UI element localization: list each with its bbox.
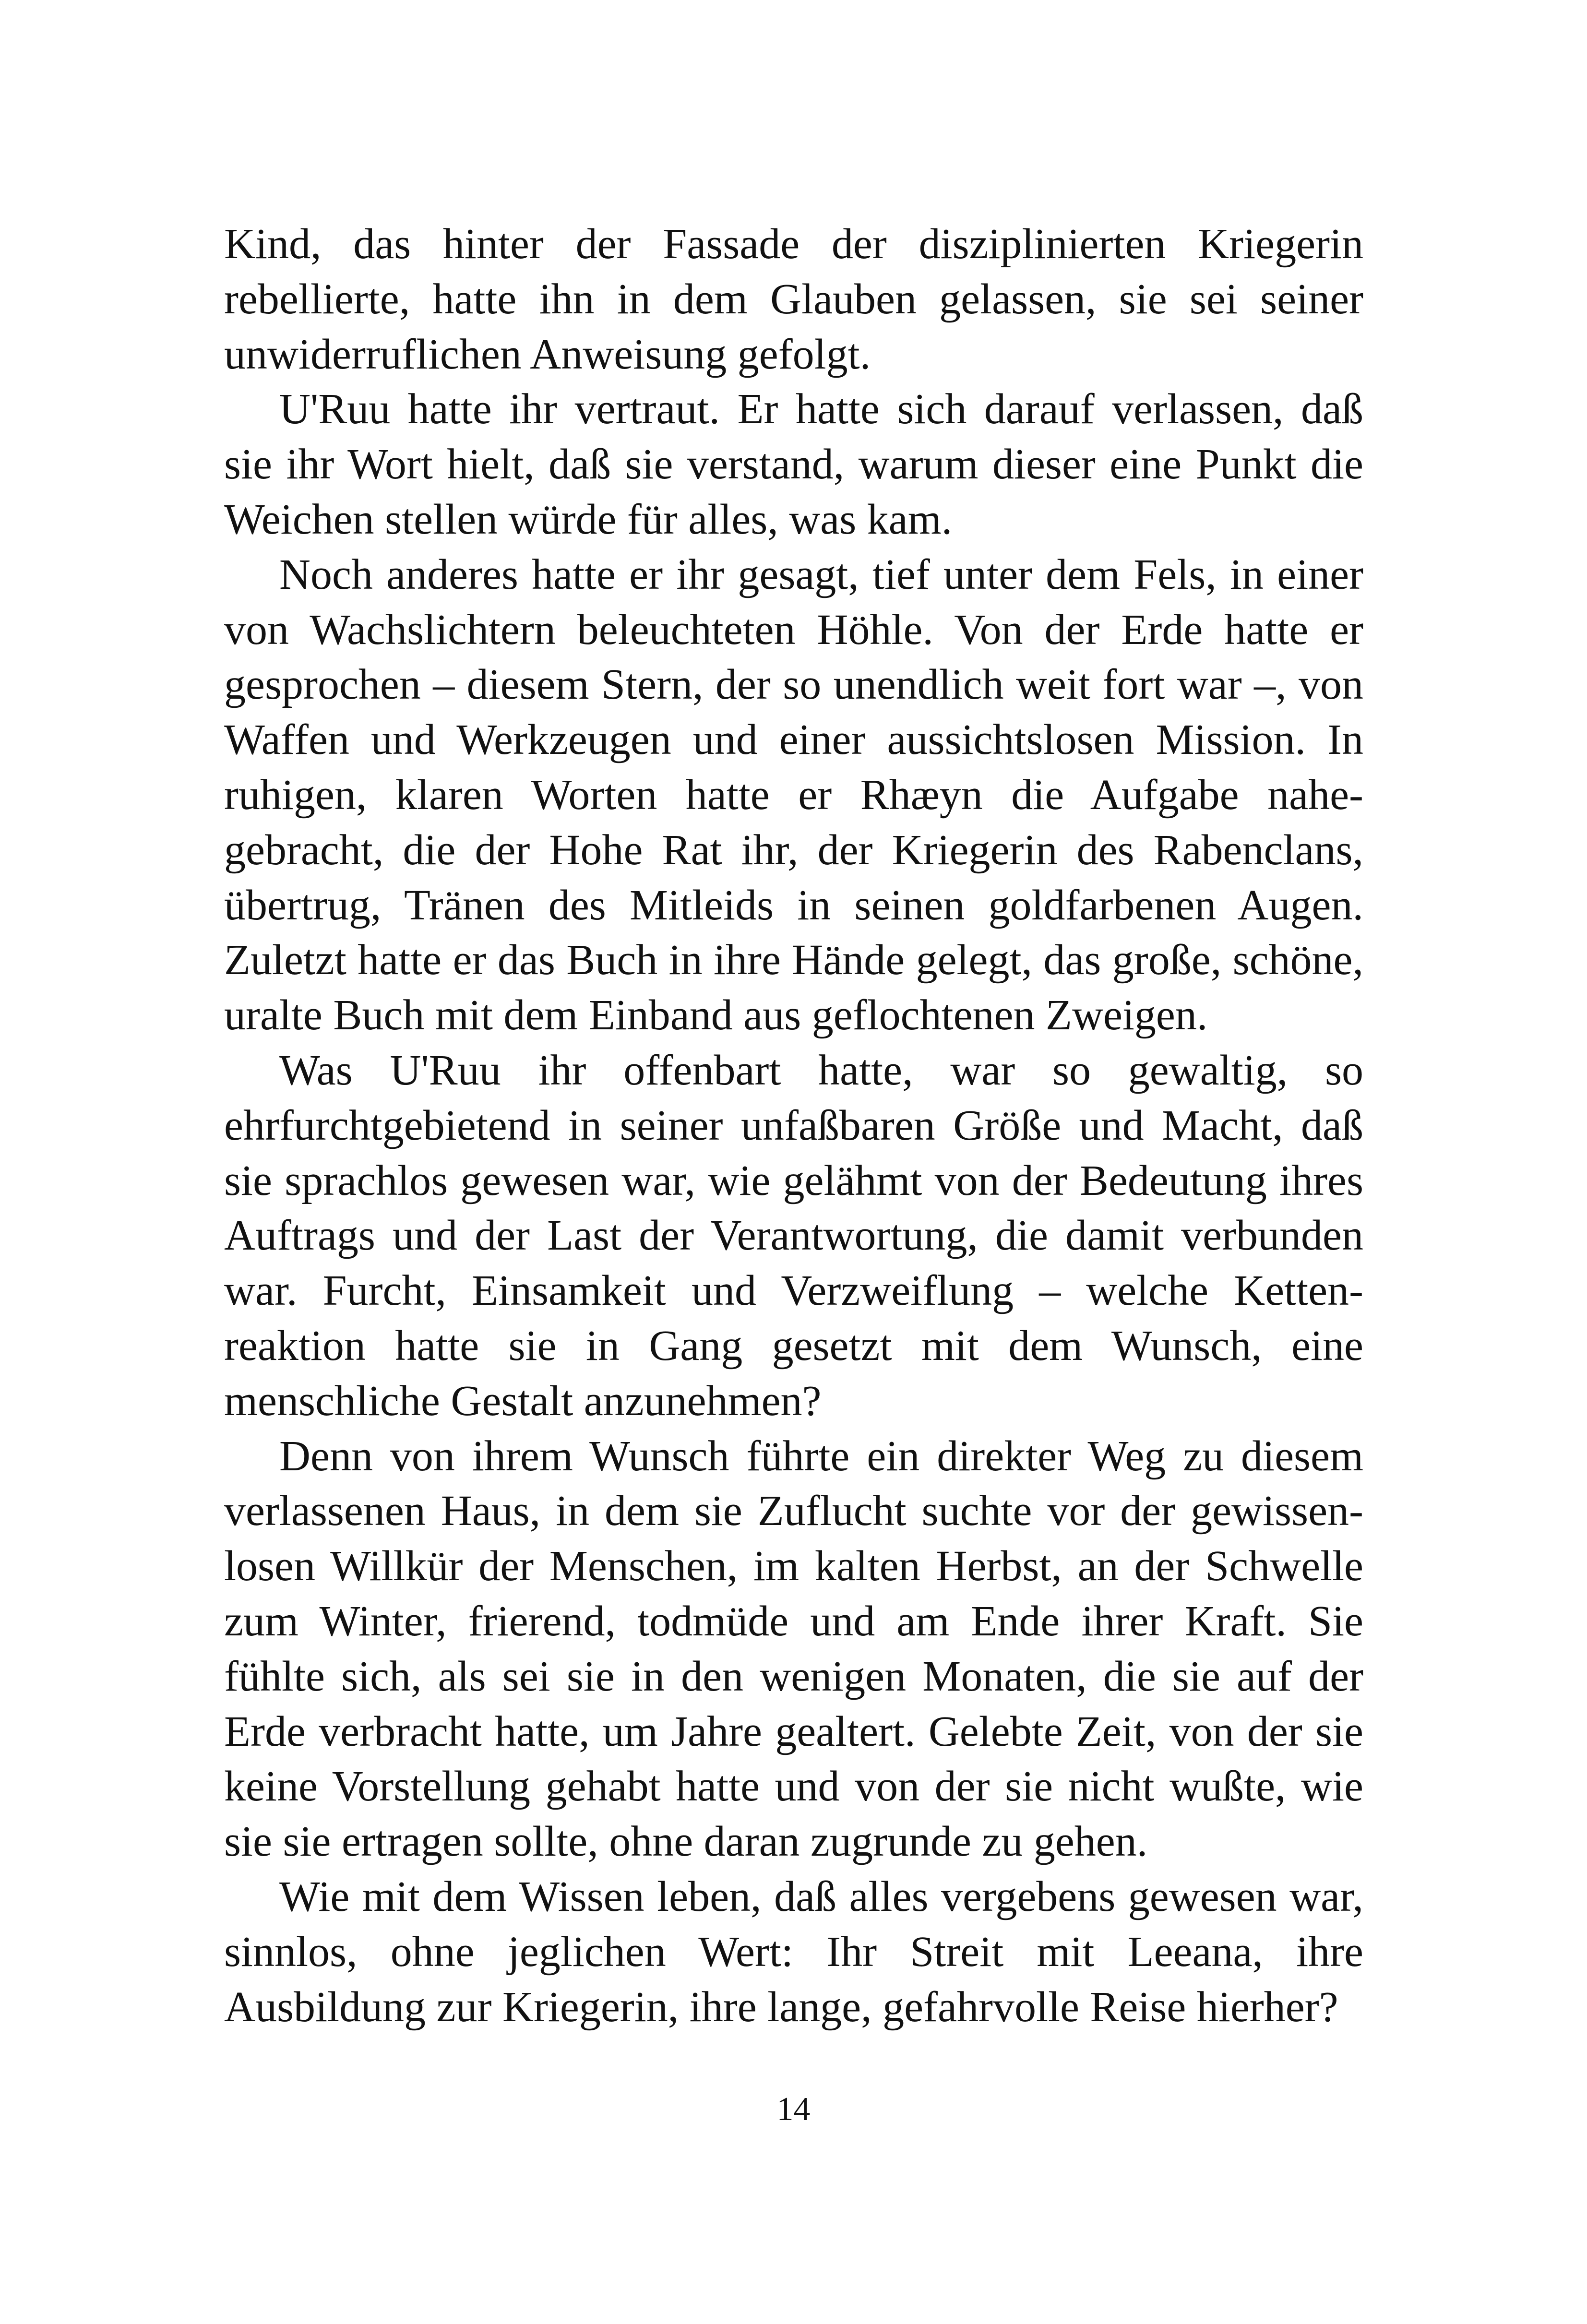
text-line: gesprochen – diesem Stern, der so unendlich weit fort war –, von xyxy=(224,661,1363,709)
text-line: uralte Buch mit dem Einband aus geflochtenen Zweigen. xyxy=(224,991,1208,1039)
text-line: Zuletzt hatte er das Buch in ihre Hände gelegt, das große, schöne, xyxy=(224,936,1363,984)
text-line: Ausbildung zur Kriegerin, ihre lange, gefahrvolle Reise hierher? xyxy=(224,1983,1338,2031)
text-line: von Wachslichtern beleuchteten Höhle. Von der Erde hatte er xyxy=(224,606,1363,654)
text-line: übertrug, Tränen des Mitleids in seinen goldfarbenen Augen. xyxy=(224,881,1363,929)
text-line: gebracht, die der Hohe Rat ihr, der Kriegerin des Rabenclans, xyxy=(224,826,1363,874)
text-line: Erde verbracht hatte, um Jahre gealtert. Gelebte Zeit, von der sie xyxy=(224,1707,1363,1755)
paragraph xyxy=(224,548,1363,1043)
text-line: Wie mit dem Wissen leben, daß alles vergebens gewesen war, xyxy=(279,1872,1363,1920)
text-line: sinnlos, ohne jeglichen Wert: Ihr Streit mit Leeana, ihre xyxy=(224,1928,1363,1976)
text-line: ehrfurchtgebietend in seiner unfaßbaren Größe und Macht, daß xyxy=(224,1101,1363,1149)
paragraph xyxy=(224,382,1363,547)
text-line: ruhigen, klaren Worten hatte er Rhæyn die Aufgabe nahe- xyxy=(224,771,1363,819)
text-line: unwiderruflichen Anweisung gefolgt. xyxy=(224,330,871,378)
text-line: rebellierte, hatte ihn in dem Glauben gelassen, sie sei seiner xyxy=(224,275,1363,323)
text-line: losen Willkür der Menschen, im kalten Herbst, an der Schwelle xyxy=(224,1542,1363,1590)
text-line: Weichen stellen würde für alles, was kam. xyxy=(224,495,953,543)
paragraph xyxy=(224,1870,1363,2035)
text-line: sie sie ertragen sollte, ohne daran zugrunde zu gehen. xyxy=(224,1818,1148,1866)
paragraph xyxy=(224,1429,1363,1870)
text-line: Was U'Ruu ihr offenbart hatte, war so gewaltig, so xyxy=(279,1046,1363,1094)
paragraph xyxy=(224,217,1363,382)
text-line: menschliche Gestalt anzunehmen? xyxy=(224,1377,822,1425)
text-line: U'Ruu hatte ihr vertraut. Er hatte sich darauf verlassen, daß xyxy=(279,385,1363,433)
text-line: verlassenen Haus, in dem sie Zuflucht suchte vor der gewissen- xyxy=(224,1487,1363,1535)
text-line: keine Vorstellung gehabt hatte und von der sie nicht wußte, wie xyxy=(224,1763,1363,1811)
text-line: reaktion hatte sie in Gang gesetzt mit dem Wunsch, eine xyxy=(224,1322,1363,1370)
paragraph xyxy=(224,1043,1363,1429)
text-line: Noch anderes hatte er ihr gesagt, tief unter dem Fels, in einer xyxy=(279,550,1363,598)
page-number: 14 xyxy=(776,2091,811,2128)
body-text xyxy=(224,217,1363,2035)
text-line: zum Winter, frierend, todmüde und am Ende ihrer Kraft. Sie xyxy=(224,1597,1363,1645)
text-line: Waffen und Werkzeugen und einer aussichtslosen Mission. In xyxy=(224,716,1363,764)
text-line: fühlte sich, als sei sie in den wenigen Monaten, die sie auf der xyxy=(224,1652,1363,1700)
text-line: Kind, das hinter der Fassade der disziplinierten Kriegerin xyxy=(224,220,1363,268)
text-line: sie sprachlos gewesen war, wie gelähmt von der Bedeutung ihres xyxy=(224,1156,1363,1204)
text-line: war. Furcht, Einsamkeit und Verzweiflung – welche Ketten- xyxy=(224,1267,1363,1315)
text-line: Auftrags und der Last der Verantwortung, die damit verbunden xyxy=(224,1212,1363,1260)
text-line: Denn von ihrem Wunsch führte ein direkter Weg zu diesem xyxy=(279,1432,1363,1480)
text-line: sie ihr Wort hielt, daß sie verstand, warum dieser eine Punkt die xyxy=(224,441,1363,489)
